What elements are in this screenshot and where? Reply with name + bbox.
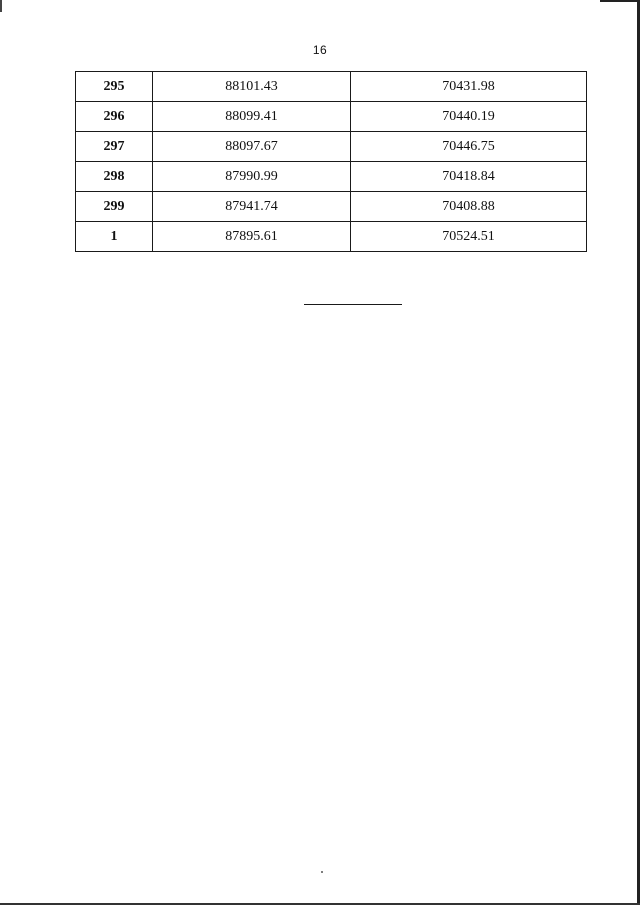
end-of-section-rule	[304, 304, 402, 305]
y-coordinate: 70408.88	[351, 192, 587, 222]
coordinates-table	[75, 71, 587, 252]
scan-edge-left-mark	[0, 0, 2, 12]
y-coordinate: 70431.98	[351, 72, 587, 102]
x-coordinate: 87895.61	[153, 222, 351, 252]
x-coordinate: 88101.43	[153, 72, 351, 102]
point-number: 295	[76, 72, 153, 102]
y-coordinate: 70418.84	[351, 162, 587, 192]
x-coordinate: 87990.99	[153, 162, 351, 192]
scan-edge-top	[600, 0, 640, 2]
y-coordinate: 70446.75	[351, 132, 587, 162]
table-row	[76, 162, 587, 192]
table-row	[76, 72, 587, 102]
x-coordinate: 87941.74	[153, 192, 351, 222]
x-coordinate: 88099.41	[153, 102, 351, 132]
table-row	[76, 222, 587, 252]
y-coordinate: 70524.51	[351, 222, 587, 252]
page-number: 16	[312, 43, 328, 57]
table-row	[76, 102, 587, 132]
point-number: 296	[76, 102, 153, 132]
scan-speck	[321, 871, 323, 873]
point-number: 299	[76, 192, 153, 222]
point-number: 298	[76, 162, 153, 192]
x-coordinate: 88097.67	[153, 132, 351, 162]
table-row	[76, 192, 587, 222]
y-coordinate: 70440.19	[351, 102, 587, 132]
point-number: 297	[76, 132, 153, 162]
point-number: 1	[76, 222, 153, 252]
table-row	[76, 132, 587, 162]
